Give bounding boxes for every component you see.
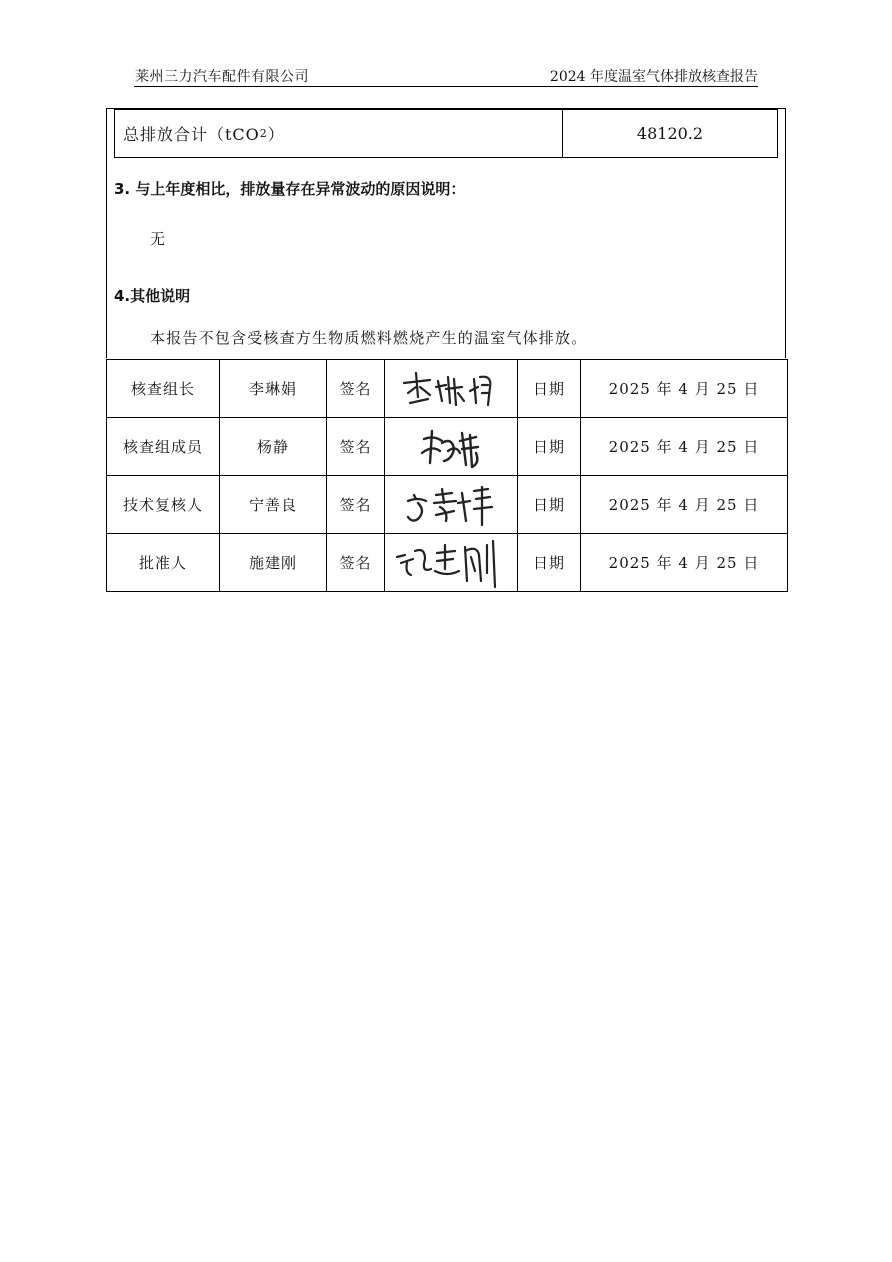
table-row — [107, 418, 788, 476]
signature-cell — [385, 418, 518, 476]
header-rule — [134, 86, 758, 87]
company-name: 莱州三力汽车配件有限公司 — [135, 69, 309, 85]
signature-cell — [385, 534, 518, 592]
name-cell: 李琳娟 — [220, 360, 327, 418]
signature-cell — [385, 476, 518, 534]
date-label: 日期 — [518, 476, 581, 534]
handwritten-signature — [396, 423, 506, 471]
signature-table — [106, 359, 788, 592]
sign-label: 签名 — [327, 476, 385, 534]
table-row — [107, 360, 788, 418]
sign-label: 签名 — [327, 360, 385, 418]
signature-cell — [385, 360, 518, 418]
handwritten-signature — [391, 537, 511, 589]
section4-body: 本报告不包含受核查方生物质燃料燃烧产生的温室气体排放。 — [150, 329, 588, 347]
name-cell: 宁善良 — [220, 476, 327, 534]
date-cell: 2025 年 4 月 25 日 — [581, 534, 788, 592]
date-label: 日期 — [518, 534, 581, 592]
name-cell: 杨静 — [220, 418, 327, 476]
sign-label: 签名 — [327, 534, 385, 592]
date-cell: 2025 年 4 月 25 日 — [581, 418, 788, 476]
date-label: 日期 — [518, 418, 581, 476]
total-emission-row — [114, 109, 778, 158]
table-row — [107, 476, 788, 534]
role-cell: 核查组成员 — [107, 418, 220, 476]
handwritten-signature — [396, 367, 506, 411]
total-emission-label: 总排放合计（tCO 2 ） — [115, 110, 563, 157]
role-cell: 批准人 — [107, 534, 220, 592]
role-cell: 技术复核人 — [107, 476, 220, 534]
table-row — [107, 534, 788, 592]
section3-heading: 3. 与上年度相比，排放量存在异常波动的原因说明： — [114, 180, 466, 198]
date-cell: 2025 年 4 月 25 日 — [581, 476, 788, 534]
section3-body: 无 — [150, 230, 166, 248]
date-cell: 2025 年 4 月 25 日 — [581, 360, 788, 418]
sign-label: 签名 — [327, 418, 385, 476]
name-cell: 施建刚 — [220, 534, 327, 592]
date-label: 日期 — [518, 360, 581, 418]
section4-heading: 4.其他说明 — [114, 287, 191, 305]
handwritten-signature — [396, 481, 506, 529]
total-emission-value: 48120.2 — [636, 124, 704, 143]
report-title: 2024 年度温室气体排放核查报告 — [549, 69, 758, 85]
role-cell: 核查组长 — [107, 360, 220, 418]
